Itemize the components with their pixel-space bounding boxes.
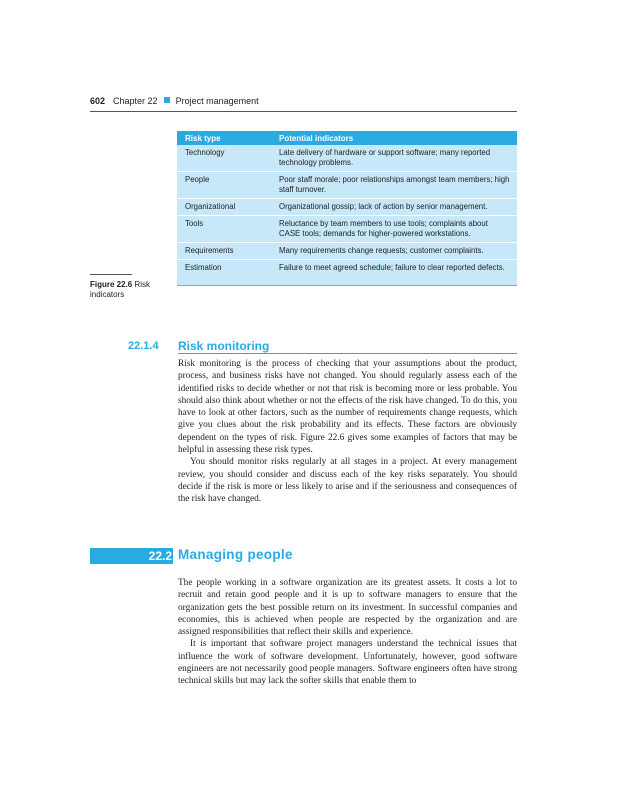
figure-caption bbox=[90, 280, 170, 300]
risk-type-cell: Requirements bbox=[177, 243, 271, 260]
indicator-cell: Organizational gossip; lack of action by senior management. bbox=[271, 199, 517, 216]
header-rule bbox=[90, 111, 517, 112]
subsection-title: Risk monitoring bbox=[178, 339, 270, 353]
indicator-cell: Many requirements change requests; customer complaints. bbox=[271, 243, 517, 260]
square-bullet-icon bbox=[164, 97, 170, 103]
paragraph: The people working in a software organization are its greatest assets. It costs a lot to recruit and retain good people and it is up to software managers to ensure that the organization gets the best possible return on its investment. In successful companies and economies, this is achieved when people are respected by the organization and are assigned responsibilities that reflect their skills and experience. bbox=[178, 578, 517, 638]
column-header-risk-type: Risk type bbox=[177, 131, 271, 145]
indicator-cell: Reluctance by team members to use tools; complaints about CASE tools; demands for higher-powered workstations. bbox=[271, 216, 517, 243]
paragraph: It is important that software project managers understand the technical issues that influence the work of software development. Unfortunately, however, good software engineers are not necessarily good people managers. Software engineers often have strong technical skills but may lack the softer skills that enable them to bbox=[178, 639, 517, 687]
managing-people-body bbox=[178, 577, 517, 688]
subsection-number: 22.1.4 bbox=[128, 340, 159, 352]
paragraph: Risk monitoring is the process of checking that your assumptions about the product, process, and business risks have not changed. You should regularly assess each of the identified risks to decide whether or not that risk is becoming more or less probable. You should also think about whether or not the effects of the risk have changed. To do this, you have to look at other factors, such as the number of requirements change requests, which give you clues about the risk probability and its effects. These factors are obviously dependent on the types of risk. Figure 22.6 gives some examples of factors that may be helpful in assessing these risk types. bbox=[178, 359, 517, 456]
table-row bbox=[177, 199, 517, 216]
figure-caption-rule bbox=[90, 274, 132, 275]
paragraph: You should monitor risks regularly at all stages in a project. At every management review, you should consider and discuss each of the key risks separately. You should decide if the risk is more or less likely to arise and if the seriousness and consequences of the risk have changed. bbox=[178, 457, 517, 505]
table-row bbox=[177, 243, 517, 260]
table-row bbox=[177, 172, 517, 199]
risk-indicators-table bbox=[177, 131, 517, 286]
risk-monitoring-body bbox=[178, 358, 517, 506]
chapter-label: Chapter 22 bbox=[113, 96, 158, 106]
subsection-rule bbox=[178, 353, 517, 354]
table-row bbox=[177, 260, 517, 286]
indicator-cell: Late delivery of hardware or support software; many reported technology problems. bbox=[271, 145, 517, 172]
section-number: 22.2 bbox=[148, 549, 172, 563]
section-title: Managing people bbox=[178, 547, 293, 562]
risk-type-cell: Organizational bbox=[177, 199, 271, 216]
table-header-row bbox=[177, 131, 517, 145]
table-row bbox=[177, 216, 517, 243]
risk-type-cell: Tools bbox=[177, 216, 271, 243]
risk-type-cell: Technology bbox=[177, 145, 271, 172]
chapter-title: Project management bbox=[175, 96, 259, 106]
risk-type-cell: People bbox=[177, 172, 271, 199]
table-row bbox=[177, 145, 517, 172]
indicator-cell: Failure to meet agreed schedule; failure to clear reported defects. bbox=[271, 260, 517, 286]
figure-caption-text: Risk indicators bbox=[90, 280, 151, 299]
running-header bbox=[90, 96, 517, 106]
indicator-cell: Poor staff morale; poor relationships amongst team members; high staff turnover. bbox=[271, 172, 517, 199]
figure-label: Figure 22.6 bbox=[90, 280, 133, 289]
page-number: 602 bbox=[90, 96, 106, 106]
risk-type-cell: Estimation bbox=[177, 260, 271, 286]
column-header-indicators: Potential indicators bbox=[271, 131, 517, 145]
